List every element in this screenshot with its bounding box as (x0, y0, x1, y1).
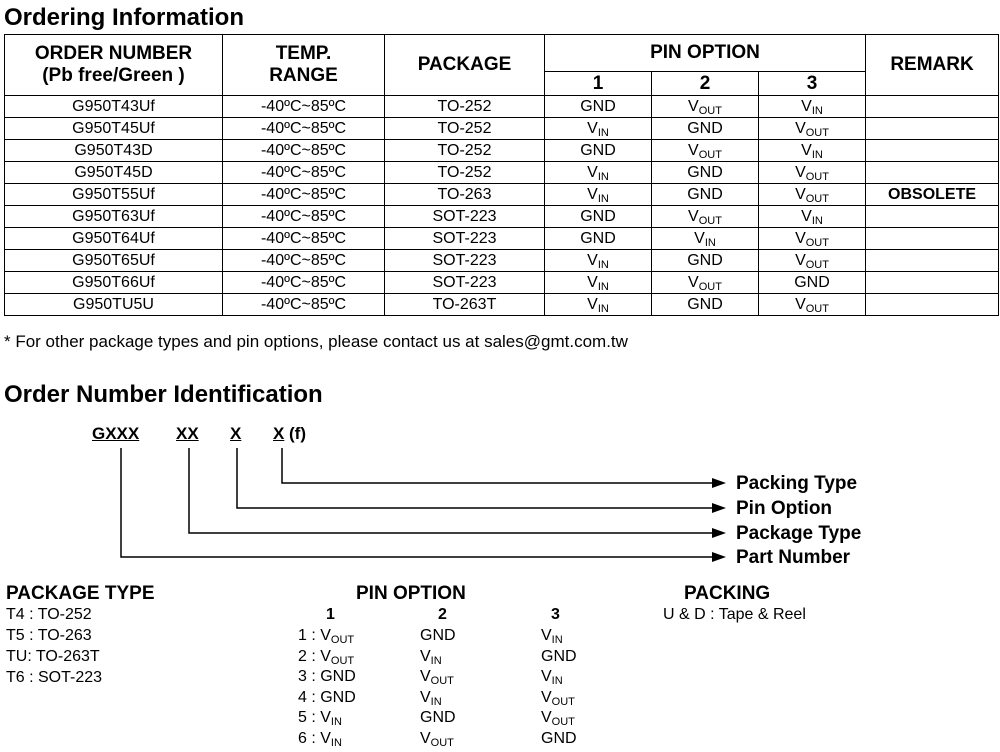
pin-value: V (801, 141, 812, 159)
pin-value: GND (541, 647, 577, 665)
order-number-cell: G950T55Uf (5, 184, 223, 206)
pin-value: V (587, 185, 598, 203)
temp-range-cell: -40ºC~85ºC (223, 228, 385, 250)
package-cell: TO-263T (385, 294, 545, 316)
pin-option-number: 6 : (298, 729, 321, 747)
pin-subscript: IN (811, 104, 823, 117)
pin-option-p3 (541, 668, 563, 686)
pin-subscript: IN (551, 634, 563, 646)
connector-part (121, 448, 712, 557)
arrow-head-icon (712, 478, 726, 488)
order-number-cell: G950T65Uf (5, 250, 223, 272)
pin-subscript: OUT (330, 654, 355, 667)
pin-value: GND (687, 163, 723, 181)
package-type-item: T6 : SOT-223 (6, 669, 103, 686)
pin-subscript: OUT (698, 104, 722, 117)
pin-option-p3 (541, 730, 577, 748)
pin-option-p2 (420, 709, 456, 727)
pin-value: V (688, 207, 699, 225)
pin-value: V (587, 273, 598, 291)
pin-value: GND (687, 295, 723, 313)
arrow-head-icon (712, 552, 726, 562)
temp-range-cell: -40ºC~85ºC (223, 272, 385, 294)
pin-subscript: IN (330, 716, 342, 728)
order-number-cell: G950TU5U (5, 294, 223, 316)
pin-value: V (688, 141, 699, 159)
pin-subscript: OUT (805, 258, 829, 271)
package-cell: SOT-223 (385, 272, 545, 294)
pin-subscript: IN (597, 258, 609, 271)
code-package: XX (176, 424, 199, 443)
label-package-type: Package Type (736, 523, 862, 544)
pin-subscript: IN (811, 148, 823, 161)
pin-option-p3 (541, 648, 577, 666)
pin-value: V (420, 688, 431, 706)
pin-option-col-3: 3 (551, 606, 560, 623)
header-temp-line2: RANGE (269, 65, 338, 86)
pin-option-row (298, 730, 342, 748)
contact-note: * For other package types and pin options, please contact us at sales@gmt.com.tw (4, 332, 628, 351)
package-cell: SOT-223 (385, 206, 545, 228)
pin-option-row (298, 709, 342, 727)
pin-option-p2 (420, 648, 442, 666)
pin-subscript: IN (430, 695, 442, 708)
pin-value: V (795, 119, 806, 137)
pin-subscript: OUT (698, 280, 722, 293)
order-number-cell: G950T43Uf (5, 96, 223, 118)
pin-value: V (587, 295, 598, 313)
pin-option-p3 (541, 627, 563, 645)
code-pin: X (230, 424, 242, 443)
package-cell: TO-252 (385, 96, 545, 118)
pin-subscript: IN (597, 192, 609, 205)
pin-subscript: OUT (805, 236, 829, 249)
pin-subscript: OUT (805, 192, 829, 205)
pin-value: GND (687, 185, 723, 203)
pin-option-p3 (541, 709, 575, 727)
pin-value: V (795, 295, 806, 313)
pin-option-row (298, 648, 354, 666)
pin-value: V (795, 229, 806, 247)
pin-option-title: PIN OPTION (356, 583, 466, 604)
code-suffix: (f) (289, 424, 306, 443)
header-pin-option: PIN OPTION (545, 35, 866, 72)
pin-option-number: 3 : (298, 668, 321, 685)
temp-range-cell: -40ºC~85ºC (223, 140, 385, 162)
temp-range-cell: -40ºC~85ºC (223, 162, 385, 184)
package-cell: TO-263 (385, 184, 545, 206)
label-part-number: Part Number (736, 547, 851, 568)
pin-subscript: IN (597, 302, 609, 315)
arrow-head-icon (712, 528, 726, 538)
pin-subscript: IN (597, 126, 609, 139)
pin-value: V (688, 273, 699, 291)
pin-subscript: IN (330, 736, 342, 749)
pin-value: V (320, 647, 331, 665)
pin-value: V (320, 729, 331, 747)
pin-value: V (795, 163, 806, 181)
package-cell: TO-252 (385, 140, 545, 162)
pin-subscript: IN (704, 236, 716, 249)
pin-value: V (420, 668, 431, 685)
order-number-cell: G950T66Uf (5, 272, 223, 294)
pin-value: GND (580, 97, 616, 115)
temp-range-cell: -40ºC~85ºC (223, 184, 385, 206)
temp-range-cell: -40ºC~85ºC (223, 96, 385, 118)
pin-value: GND (580, 141, 616, 159)
pin-value: V (541, 709, 552, 726)
order-number-cell: G950T45D (5, 162, 223, 184)
label-packing-type: Packing Type (736, 473, 858, 494)
identification-title: Order Number Identification (4, 381, 323, 408)
temp-range-cell: -40ºC~85ºC (223, 294, 385, 316)
order-number-cell: G950T45Uf (5, 118, 223, 140)
pin-value: V (541, 688, 552, 706)
header-order-number-line1: ORDER NUMBER (34, 43, 193, 64)
temp-range-cell: -40ºC~85ºC (223, 206, 385, 228)
pin-option-number: 4 : (298, 688, 321, 706)
pin-value: V (320, 709, 331, 726)
pin-value: V (541, 668, 552, 685)
order-number-cell: G950T64Uf (5, 228, 223, 250)
pin-subscript: OUT (698, 148, 722, 161)
pin-subscript: IN (597, 170, 609, 183)
pin-value: V (795, 251, 806, 269)
pin-value: V (587, 119, 598, 137)
pin-value: V (587, 163, 598, 181)
pin-subscript: OUT (551, 695, 575, 708)
header-pin-2: 2 (652, 72, 759, 96)
pin-value: V (801, 207, 812, 225)
package-cell: SOT-223 (385, 228, 545, 250)
pin-subscript: IN (811, 214, 823, 227)
pin-value: V (587, 251, 598, 269)
pin-option-col-2: 2 (438, 606, 447, 623)
order-number-cell: G950T43D (5, 140, 223, 162)
arrow-head-icon (712, 503, 726, 513)
pin-subscript: IN (551, 675, 563, 687)
packing-item: U & D : Tape & Reel (663, 606, 806, 623)
pin-value: GND (320, 688, 356, 706)
pin-value: V (694, 229, 705, 247)
pin-value: GND (541, 729, 577, 747)
pin-value: GND (580, 229, 616, 247)
header-order-number-line2: (Pb free/Green ) (42, 65, 185, 86)
pin-value: GND (580, 207, 616, 225)
pin-value: GND (420, 627, 456, 644)
connector-pin (237, 448, 712, 508)
pin-option-p3 (541, 689, 575, 707)
pin-option-number: 2 : (298, 647, 321, 665)
pin-value: V (801, 97, 812, 115)
pin-option-row (298, 627, 354, 645)
pin-option-p2 (420, 668, 454, 686)
package-type-item: T4 : TO-252 (6, 606, 92, 623)
pin-option-col-1: 1 (326, 606, 335, 623)
pin-subscript: OUT (551, 716, 575, 728)
pin-subscript: OUT (430, 736, 454, 749)
connector-packing (282, 448, 712, 483)
pin-value: V (795, 185, 806, 203)
pin-value: V (420, 729, 431, 747)
package-cell: TO-252 (385, 162, 545, 184)
pin-value: GND (420, 709, 456, 726)
label-pin-option: Pin Option (736, 498, 833, 519)
package-cell: SOT-223 (385, 250, 545, 272)
order-number-cell: G950T63Uf (5, 206, 223, 228)
pin-value: V (420, 647, 431, 665)
pin-subscript: IN (430, 654, 442, 667)
header-pin-1: 1 (545, 72, 652, 96)
pin-subscript: OUT (698, 214, 722, 227)
pin-value: GND (687, 119, 723, 137)
pin-subscript: OUT (805, 302, 829, 315)
header-package: PACKAGE (385, 35, 545, 96)
pin-subscript: OUT (330, 634, 355, 646)
pin-subscript: OUT (805, 126, 829, 139)
code-part: GXXX (92, 424, 140, 443)
packing-title: PACKING (684, 583, 771, 604)
header-temp-line1: TEMP. (275, 43, 332, 64)
pin-option-p2 (420, 689, 442, 707)
pin-option-p2 (420, 730, 454, 748)
pin-option-row (298, 668, 356, 686)
pin-option-row (298, 689, 356, 707)
code-packing: X (273, 424, 285, 443)
pin-value: V (541, 627, 552, 644)
pin-value: GND (794, 273, 830, 291)
ordering-title: Ordering Information (4, 4, 244, 31)
connector-package (189, 448, 712, 533)
package-type-title: PACKAGE TYPE (6, 583, 155, 604)
package-type-item: TU: TO-263T (6, 648, 100, 665)
package-cell: TO-252 (385, 118, 545, 140)
pin-option-p2 (420, 627, 456, 645)
remark-cell: OBSOLETE (866, 184, 999, 206)
temp-range-cell: -40ºC~85ºC (223, 250, 385, 272)
pin-subscript: IN (597, 280, 609, 293)
pin-value: V (688, 97, 699, 115)
pin-subscript: OUT (805, 170, 829, 183)
header-pin-3: 3 (759, 72, 866, 96)
package-type-item: T5 : TO-263 (6, 627, 92, 644)
pin-value: GND (320, 668, 356, 685)
pin-option-number: 1 : (298, 627, 321, 644)
temp-range-cell: -40ºC~85ºC (223, 118, 385, 140)
pin-subscript: OUT (430, 675, 454, 687)
pin-value: V (320, 627, 331, 644)
pin-value: GND (687, 251, 723, 269)
pin-option-number: 5 : (298, 709, 321, 726)
header-remark: REMARK (866, 35, 999, 96)
